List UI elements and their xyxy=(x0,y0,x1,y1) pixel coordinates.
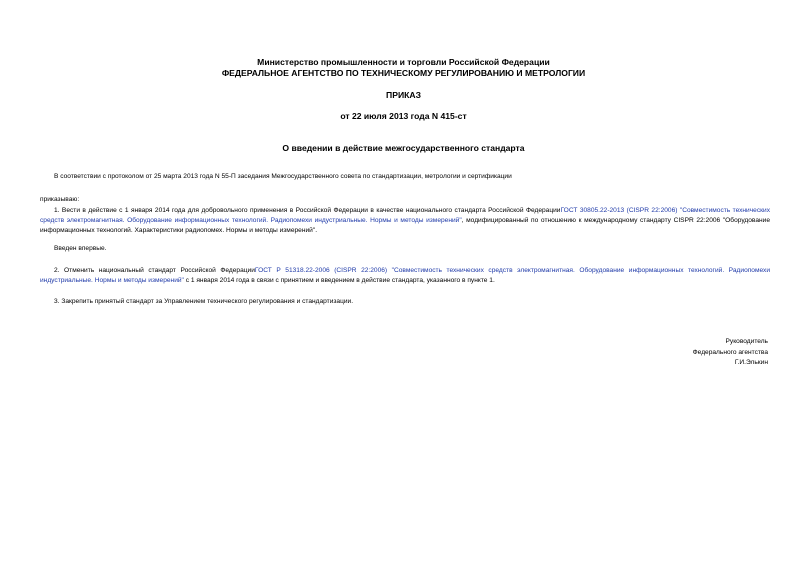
paragraph-1-tail: , модифицированный по отношению к международному стандарту CISPR 22:2006 "Оборудование информационных технологий. Характеристики радиопомех. Нормы и методы измерений". xyxy=(40,217,771,234)
paragraph-2-tail: с 1 января 2014 года в связи с принятием и введением в действие стандарта, указанного в пункте 1. xyxy=(183,277,495,284)
signature-name: Г.И.Элькин xyxy=(734,359,768,366)
agency-title: ФЕДЕРАЛЬНОЕ АГЕНТСТВО ПО ТЕХНИЧЕСКОМУ РЕГУЛИРОВАНИЮ И МЕТРОЛОГИИ xyxy=(221,68,586,78)
order-word: приказываю: xyxy=(40,196,80,203)
signature-title-1: Руководитель xyxy=(725,338,768,345)
paragraph-2 xyxy=(40,266,770,286)
signature-block xyxy=(693,337,768,369)
date-number: от 22 июля 2013 года N 415-ст xyxy=(340,111,467,121)
doc-type: ПРИКАЗ xyxy=(386,90,421,100)
introduced-note: Введен впервые. xyxy=(54,245,107,252)
paragraph-3: 3. Закрепить принятый стандарт за Управлением технического регулирования и стандартизации. xyxy=(54,298,354,305)
gost-30805-link[interactable]: ГОСТ 30805.22-2013 (CISPR 22:2006) "Совместимость технических средств электромагнитная. Оборудование информационных технологий. Радиопомехи индустриальные. Нормы и методы измерений" xyxy=(40,207,771,224)
paragraph-1 xyxy=(40,206,770,236)
subject-title: О введении в действие межгосударственного стандарта xyxy=(282,143,525,153)
ministry-title: Министерство промышленности и торговли Российской Федерации xyxy=(257,57,550,67)
paragraph-2-text: 2. Отменить национальный стандарт Российской Федерации xyxy=(54,267,255,274)
intro-paragraph: В соответствии с протоколом от 25 марта 2013 года N 55-П заседания Межгосударственного совета по стандартизации, метрологии и сертификации xyxy=(54,173,512,180)
signature-title-2: Федерального агентства xyxy=(692,348,768,356)
gost-r-51318-link[interactable]: ГОСТ Р 51318.22-2006 (CISPR 22:2006) "Совместимость технических средств электромагнитная. Оборудование информационных технологий. Радиопомехи индустриальные. Нормы и методы измерений" xyxy=(40,267,771,284)
paragraph-1-text: 1. Вести в действие с 1 января 2014 года для добровольного применения в Российской Федерации в качестве национального стандарта Российской Федерации xyxy=(54,207,561,214)
